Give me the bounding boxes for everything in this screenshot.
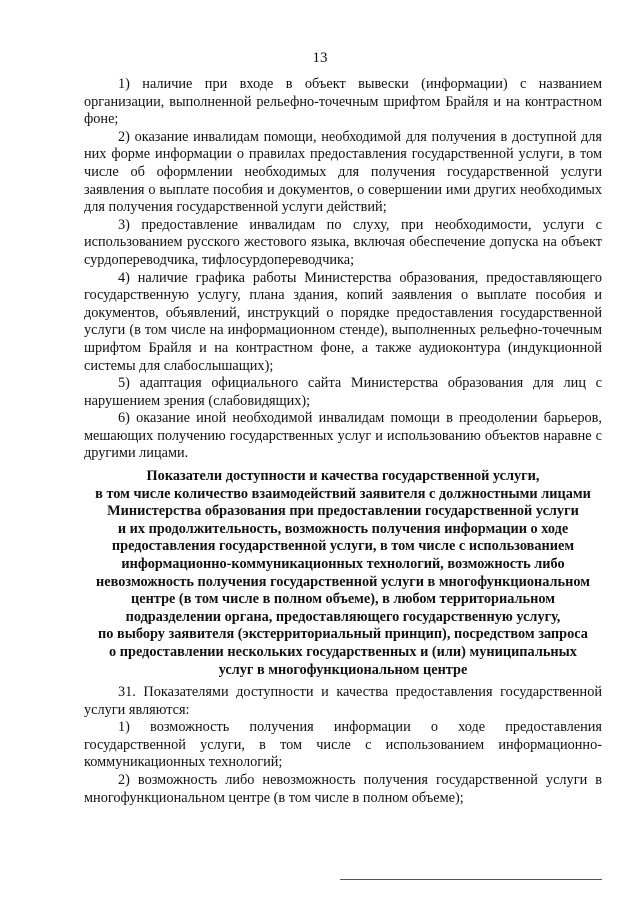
section-heading xyxy=(84,468,602,679)
list-item: 1) возможность получения информации о ходе предоставления государственной услуги, в том числе с использованием информационно-коммуникационных технологий; xyxy=(84,719,602,771)
list-item: 5) адаптация официального сайта Министерства образования для лиц с нарушением зрения (слабовидящих); xyxy=(84,375,602,409)
heading-line: предоставления государственной услуги, в том числе с использованием xyxy=(111,538,575,555)
heading-line: Показатели доступности и качества государственной услуги, xyxy=(146,468,540,484)
footer-divider xyxy=(340,879,602,880)
heading-line: о предоставлении нескольких государственных и (или) муниципальных xyxy=(109,643,577,660)
section-paragraph: 31. Показателями доступности и качества предоставления государственной услуги являются: xyxy=(84,684,602,718)
list-item: 2) оказание инвалидам помощи, необходимой для получения в доступной для них форме информации о правилах предоставления государственной услуги, в том числе об оформлении необходимых для получения государственной услуги заявления о выплате пособия и документов, о совершении ими других необходимых для получения государственной услуги действий; xyxy=(84,128,602,216)
list-item: 4) наличие графика работы Министерства образования, предоставляющего государственную услугу, плана здания, копий заявления о выплате пособия и документов, объявлений, инструкций о порядке предоставления государственной услуги (в том числе на информационном стенде), выполненных рельефно-точечным шрифтом Брайля и на контрастном фоне, а также аудиоконтура (индукционной системы для слабослышащих); xyxy=(84,269,602,374)
heading-line: информационно-коммуникационных технологий, возможность либо xyxy=(121,555,565,572)
heading-line: и их продолжительность, возможность получения информации о ходе xyxy=(117,520,569,537)
heading-line: центре (в том числе в полном объеме), в любом территориальном xyxy=(131,591,555,608)
heading-line: Министерства образования при предоставлении государственной услуги xyxy=(107,503,579,520)
indicators-section xyxy=(84,684,602,807)
list-item: 2) возможность либо невозможность получения государственной услуги в многофункциональном центре (в том числе в полном объеме); xyxy=(84,771,602,806)
heading-line: услуг в многофункциональном центре xyxy=(218,661,468,678)
list-item: 6) оказание иной необходимой инвалидам помощи в преодолении барьеров, мешающих получению государственных услуг и использованию объектов наравне с другими лицами. xyxy=(84,410,602,462)
heading-line: невозможность получения государственной услуги в многофункциональном xyxy=(96,573,590,590)
accessibility-measures-list xyxy=(84,76,602,463)
heading-line: в том числе количество взаимодействий заявителя с должностными лицами xyxy=(95,485,591,502)
heading-line: подразделении органа, предоставляющего государственную услугу, xyxy=(125,608,561,625)
heading-line: по выбору заявителя (экстерриториальный принцип), посредством запроса xyxy=(98,626,588,643)
list-item: 3) предоставление инвалидам по слуху, при необходимости, услуги с использованием русского жестового языка, включая обеспечение допуска на объект сурдопереводчика, тифлосурдопереводчика; xyxy=(84,216,602,268)
page-number: 13 xyxy=(312,50,328,66)
list-item: 1) наличие при входе в объект вывески (информации) с названием организации, выполненной рельефно-точечным шрифтом Брайля и на контрастном фоне; xyxy=(84,76,602,128)
